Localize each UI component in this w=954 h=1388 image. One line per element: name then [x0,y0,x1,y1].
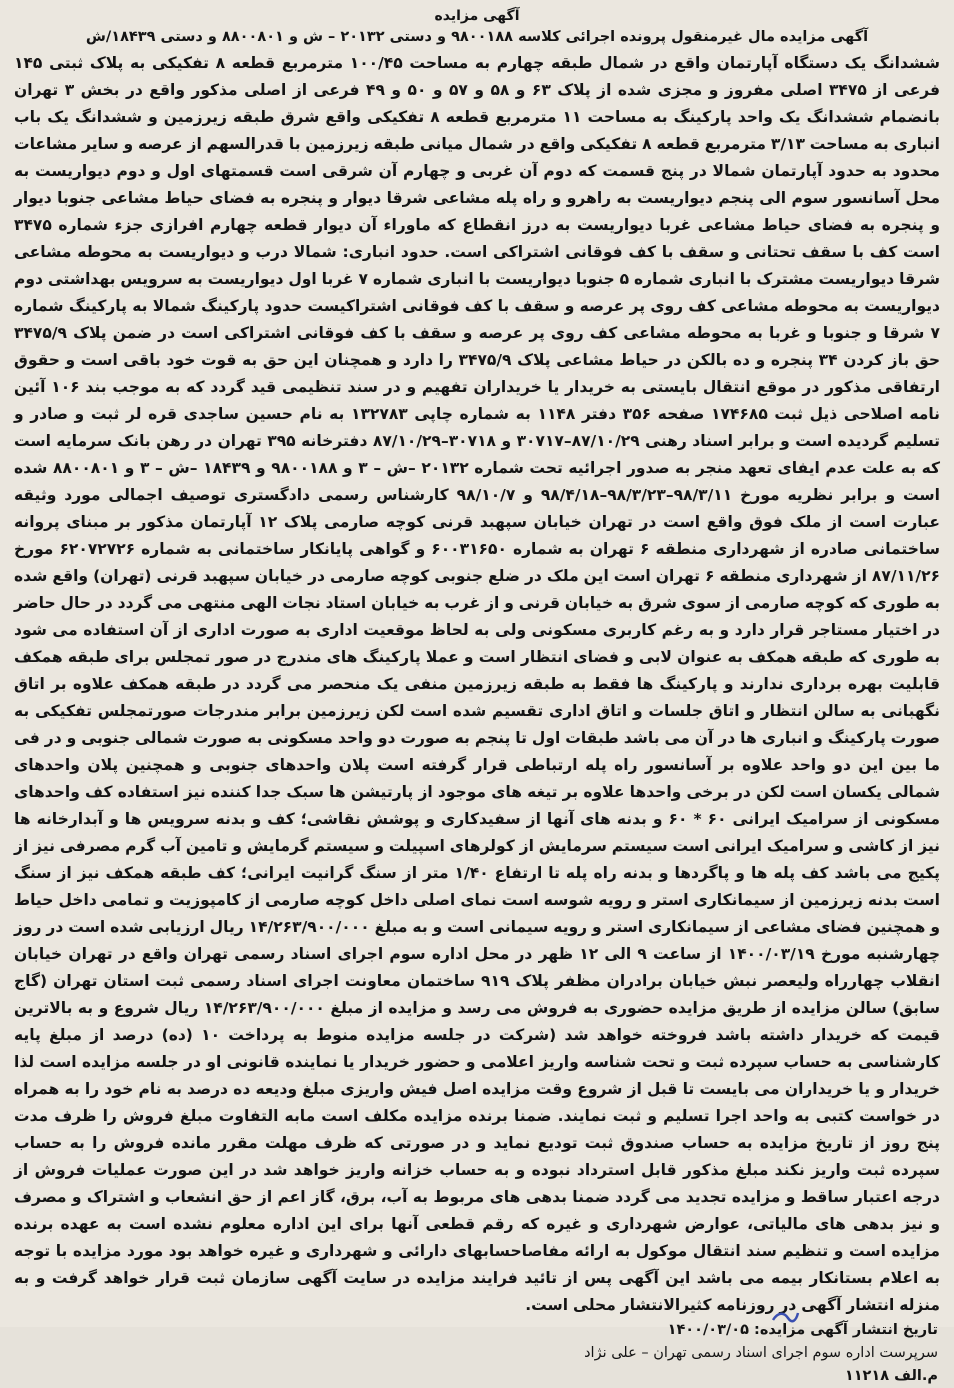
notice-subtitle: آگهی مزایده مال غیرمنقول پرونده اجرائی کلاسه ۹۸۰۰۱۸۸ و دستی ۲۰۱۳۲ – ش و ۸۸۰۰۸۰۱ و دستی ۱۸۴۳۹/ش [85,29,869,45]
reference-code: م.الف ۱۱۲۱۸ [844,1368,938,1384]
publish-date: تاریخ انتشار آگهی مزایده: ۱۴۰۰/۰۳/۰۵ [667,1322,938,1338]
signature-line: سرپرست اداره سوم اجرای اسناد رسمی تهران – علی نژاد [584,1345,938,1361]
notice-body: ششدانگ یک دستگاه آپارتمان واقع در شمال طبقه چهارم به مساحت ۱۰۰/۴۵ مترمربع قطعه ۸ تفکیکی به پلاک ثبتی ۱۴۵ فرعی از ۳۴۷۵ اصلی مفروز و مجزی شده از پلاک ۶۳ و ۵۸ و ۵۷ و ۵۰ و ۴۹ فرعی از اصلی مذکور واقع در بخش ۳ تهران بانضمام ششدانگ یک واحد پارکینگ به مساحت ۱۱ مترمربع قطعه ۸ تفکیکی واقع شرق طبقه زیرزمین و ششدانگ یک باب انباری به مساحت ۳/۱۳ مترمربع قطعه ۸ تفکیکی واقع در شمال میانی طبقه زیرزمین با قدرالسهم از عرصه و سایر مشاعات محدود به حدود آپارتمان شمالا در پنج قسمت که دوم آن غربی و چهارم آن شرقی است قسمتهای اول و دوم دیواریست به محل آسانسور سوم الی پنجم دیواریست به راهرو و راه پله مشاعی شرقا دیوار و پنجره به فضای حیاط مشاعی جنوبا دیوار و پنجره به فضای حیاط مشاعی غربا دیواریست به درز انقطاع که ماوراء آن دیوار قطعه چهارم افرازی جزء شماره ۳۴۷۵ است کف با سقف تحتانی و سقف با کف فوقانی اشتراکی است. حدود انباری: شمالا درب و دیواریست به محوطه مشاعی شرقا دیواریست مشترک با انباری شماره ۵ جنوبا دیواریست با انباری شماره ۷ غربا اول دیواریست به سرویس بهداشتی دوم دیواریست به محوطه مشاعی کف روی پر عرصه و سقف با کف فوقانی اشتراکیست حدود پارکینگ شمالا به پارکینگ شماره ۷ شرقا و جنوبا و غربا به محوطه مشاعی کف روی پر عرصه و سقف با کف فوقانی اشتراکی است در ضمن پلاک ۳۴۷۵/۹ حق باز کردن ۳۴ پنجره و ده بالکن در حیاط مشاعی پلاک ۳۴۷۵/۹ را دارد و همچنان این حق به قوت خود باقی است و حقوق ارتفاقی مذکور در موقع انتقال بایستی به خریدار یا خریداران تفهیم و در سند تنظیمی قید گردد که به موجب بند ۱۰۶ آئین نامه اصلاحی ذیل ثبت ۱۷۴۶۸۵ صفحه ۳۵۶ دفتر ۱۱۴۸ به شماره چاپی ۱۳۲۷۸۳ به نام حسین ساجدی قره لر ثبت و صادر و تسلیم گردیده است و برابر اسناد رهنی ۸۷/۱۰/۲۹–۳۰۷۱۷ و ۳۰۷۱۸–۸۷/۱۰/۲۹ دفترخانه ۳۹۵ تهران در رهن بانک سرمایه است که به علت عدم ایفای تعهد منجر به صدور اجرائیه تحت شماره ۲۰۱۳۲ –ش – ۳ و ۹۸۰۰۱۸۸ و ۱۸۴۳۹ –ش – ۳ و ۸۸۰۰۸۰۱ شده است و برابر نظریه مورخ ۹۸/۳/۱۱–۹۸/۳/۲۳–۹۸/۴/۱۸ و ۹۸/۱۰/۷ کارشناس رسمی دادگستری توصیف اجمالی مورد وثیقه عبارت است از ملک فوق واقع است در تهران خیابان سپهبد قرنی کوچه صارمی پلاک ۱۲ آپارتمان مذکور بر مبنای پروانه ساختمانی صادره از شهرداری منطقه ۶ تهران به شماره ۶۰۰۳۱۶۵۰ و گواهی پایانکار ساختمانی به شماره ۶۲۰۷۲۷۲۶ مورخ ۸۷/۱۱/۲۶ از شهرداری منطقه ۶ تهران است این ملک در ضلع جنوبی کوچه صارمی در خیابان سپهبد قرنی (تهران) واقع شده به طوری که کوچه صارمی از سوی شرق به خیابان قرنی و از غرب به خیابان استاد نجات الهی منتهی می گردد در حال حاضر در اختیار مستاجر قرار دارد و به رغم کاربری مسکونی ولی به لحاظ موقعیت اداری به صورت اداری از آن استفاده می شود به طوری که طبقه همکف به عنوان لابی و فضای انتظار است و عملا پارکینگ های مندرج در صور تمجلس برای طبقه همکف قابلیت بهره برداری ندارند و پارکینگ ها فقط به طبقه زیرزمین منفی یک منحصر می گردد در طبقه همکف علاوه بر اتاق نگهبانی به سالن انتظار و اتاق جلسات و اتاق اداری تقسیم شده است لکن زیرزمین برابر مندرجات صورتمجلس تفکیکی به صورت پارکینگ و انباری ها در آن می باشد طبقات اول تا پنجم به صورت دو واحد مسکونی به صورت شمالی جنوبی و در فی ما بین این دو واحد علاوه بر آسانسور راه پله ارتباطی قرار گرفته است پلان واحدهای جنوبی و همچنین پلان واحدهای شمالی یکسان است لکن در برخی واحدها علاوه بر تیغه های موجود از پارتیشن ها سبک جدا کننده نیز استفاده کف واحدهای مسکونی از سرامیک ایرانی ۶۰ * ۶۰ و بدنه های آنها از سفیدکاری و پوشش نقاشی؛ کف و بدنه سرویس ها و آبدارخانه ها نیز از کاشی و سرامیک ایرانی است سیستم سرمایش از کولرهای اسپیلت و سیستم گرمایش و تامین آب گرم مصرفی نیز از پکیج می باشد کف پله ها و پاگردها و بدنه راه پله تا ارتفاع ۱/۴۰ متر از سنگ گرانیت ایرانی؛ کف طبقه همکف نیز از سنگ است بدنه زیرزمین از سیمانکاری استر و رویه شوسه است نمای اصلی داخل کوچه صارمی از کامپوزیت و تمامی داخل حیاط و همچنین فضای مشاعی از سیمانکاری استر و رویه سیمانی است و به مبلغ ۱۴/۲۶۳/۹۰۰/۰۰۰ ریال ارزیابی شده است در روز چهارشنبه مورخ ۱۴۰۰/۰۳/۱۹ از ساعت ۹ الی ۱۲ ظهر در محل اداره سوم اجرای اسناد رسمی تهران واقع در تهران خیابان انقلاب چهارراه ولیعصر نبش خیابان برادران مظفر پلاک ۹۱۹ ساختمان معاونت اجرای اسناد رسمی ثبت استان تهران (گاج سابق) سالن مزایده از طریق مزایده حضوری به فروش می رسد و مزایده از مبلغ ۱۴/۲۶۳/۹۰۰/۰۰۰ ریال شروع و به بالاترین قیمت که خریدار داشته باشد فروخته خواهد شد (شرکت در جلسه مزایده منوط به پرداخت ۱۰ (ده) درصد از مبلغ پایه کارشناسی به حساب سپرده ثبت و تحت شناسه واریز اعلامی و حضور خریدار یا نماینده قانونی او در جلسه مزایده است لذا خریدار و یا خریداران می بایست تا قبل از شروع وقت مزایده اصل فیش واریزی مبلغ ودیعه ده درصد به نام خود را به همراه در خواست کتبی به واحد اجرا تسلیم و ثبت نمایند. ضمنا برنده مزایده مکلف است مابه التفاوت مبلغ فروش را ظرف مدت پنج روز از تاریخ مزایده به حساب صندوق ثبت تودیع نماید و در صورتی که ظرف مهلت مقرر مانده فروش را به حساب سپرده ثبت واریز نکند مبلغ مذکور قابل استرداد نبوده و به حساب خزانه واریز خواهد شد در این صورت عملیات فروش از درجه اعتبار ساقط و مزایده تجدید می گردد ضمنا بدهی های مربوط به آب، برق، گاز اعم از حق انشعاب و اشتراک و مصرف و نیز بدهی های مالیاتی، عوارض شهرداری و غیره که رقم قطعی آنها برای این اداره معلوم نشده است به عهده برنده مزایده است و تنظیم سند انتقال موکول به ارائه مفاصاحسابهای دارائی و شهرداری و غیره خواهد بود مورد مزایده با توجه به اعلام بستانکار بیمه می باشد این آگهی پس از تائید فرایند مزایده در سایت آگهی سازمان ثبت قرار خواهد گرفت و به منزله انتشار آگهی در روزنامه کثیرالانتشار محلی است. [14,54,941,1314]
blue-ink-mark-icon [770,1309,800,1323]
notice-title: آگهی مزایده [434,8,520,24]
